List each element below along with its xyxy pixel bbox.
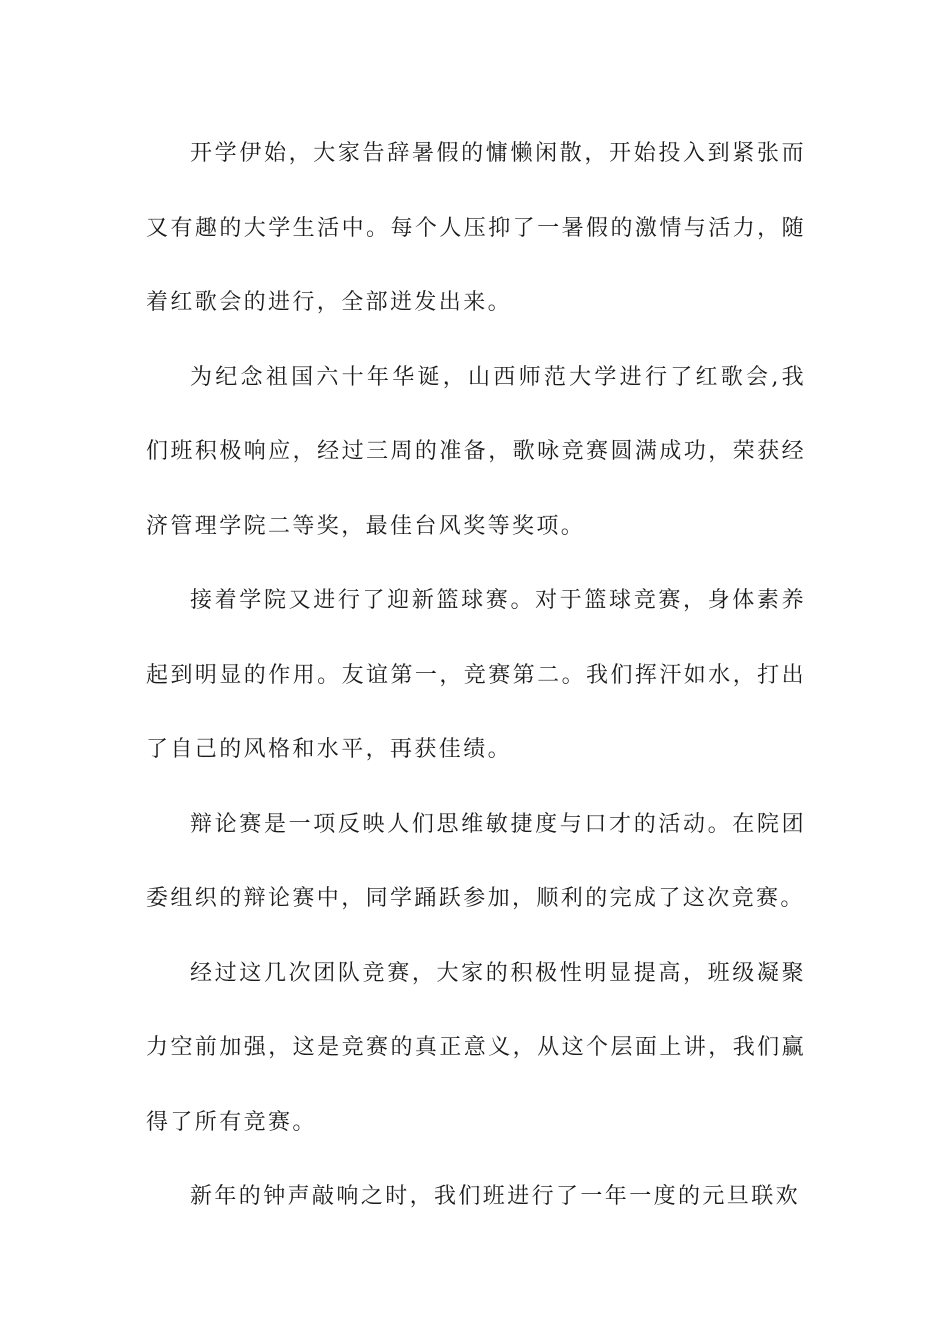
paragraph: 新年的钟声敲响之时，我们班进行了一年一度的元旦联欢 [190, 1184, 801, 1209]
paragraph: 接着学院又进行了迎新篮球赛。对于篮球竞赛，身体素养起到明显的作用。友谊第一，竞赛第二。我们挥汗如水，打出了自己的风格和水平，再获佳绩。 [146, 588, 806, 762]
paragraph: 开学伊始，大家告辞暑假的慵懒闲散，开始投入到紧张而又有趣的大学生活中。每个人压抑了一暑假的激情与活力，随着红歌会的进行，全部迸发出来。 [146, 141, 806, 315]
paragraph: 为纪念祖国六十年华诞，山西师范大学进行了红歌会,我们班积极响应，经过三周的准备，歌咏竞赛圆满成功，荣获经济管理学院二等奖，最佳台风奖等奖项。 [146, 364, 806, 539]
paragraph: 经过这几次团队竞赛，大家的积极性明显提高，班级凝聚力空前加强，这是竞赛的真正意义，从这个层面上讲，我们赢得了所有竞赛。 [146, 960, 806, 1135]
document-body [146, 117, 806, 1235]
paragraph: 辩论赛是一项反映人们思维敏捷度与口才的活动。在院团委组织的辩论赛中，同学踊跃参加，顺利的完成了这次竞赛。 [146, 811, 806, 911]
